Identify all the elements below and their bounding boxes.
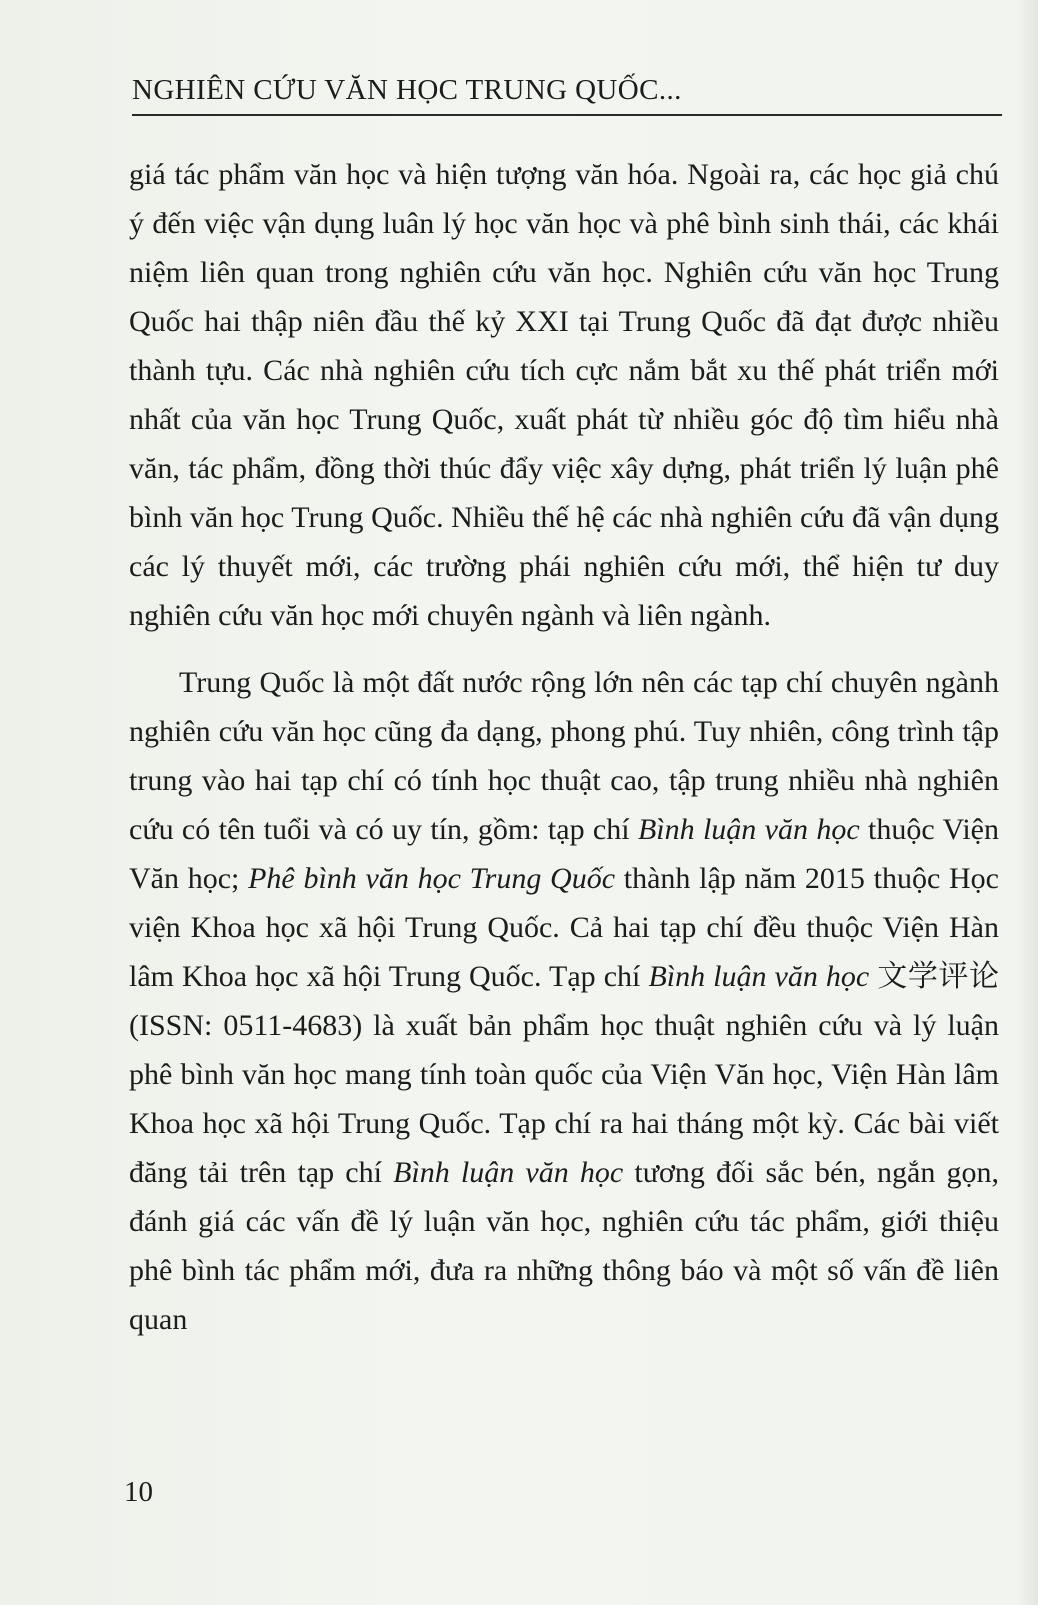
page-number: 10 bbox=[124, 1476, 153, 1508]
journal-title-phe-binh-van-hoc-trung-quoc: Phê bình văn học Trung Quốc bbox=[248, 862, 616, 895]
page-edge-shadow bbox=[1016, 0, 1038, 1605]
body-text bbox=[129, 150, 999, 1344]
paragraph-2-text: tương đối sắc bén, ngắn gọn, đánh giá các vấn đề lý luận văn học, nghiên cứu tác phẩm, giới thiệu phê bình tác phẩm mới, đưa ra những thông báo và một số vấn đề liên quan bbox=[129, 1156, 999, 1336]
journal-title-binh-luan-van-hoc: Bình luận văn học bbox=[393, 1156, 624, 1189]
paragraph-2-text: Trung Quốc là một đất nước rộng lớn nên các tạp chí chuyên ngành nghiên cứu văn học cũng đa dạng, phong phú. Tuy nhiên, công trình tập trung vào hai tạp chí có tính học thuật cao, tập trung nhiều nhà nghiên cứu có tên tuổi và có uy tín, gồm: tạp chí bbox=[129, 666, 999, 846]
paragraph-2-text: 文学评论 (ISSN: 0511-4683) là xuất bản phẩm học thuật nghiên cứu và lý luận phê bình văn học mang tính toàn quốc của Viện Văn học, Viện Hàn lâm Khoa học xã hội Trung Quốc. Tạp chí ra hai tháng một kỳ. Các bài viết đăng tải trên tạp chí bbox=[129, 960, 999, 1189]
journal-title-binh-luan-van-hoc: Bình luận văn học bbox=[637, 813, 860, 846]
journal-title-binh-luan-van-hoc: Bình luận văn học bbox=[648, 960, 870, 993]
paragraph-2-text: thành lập năm 2015 thuộc Học viện Khoa học xã hội Trung Quốc. Cả hai tạp chí đều thuộc Viện Hàn lâm Khoa học xã hội Trung Quốc. Tạp chí bbox=[129, 862, 999, 993]
running-header-title: NGHIÊN CỨU VĂN HỌC TRUNG QUỐC... bbox=[132, 70, 1002, 116]
paragraph-2 bbox=[129, 658, 999, 1344]
paragraph-1: giá tác phẩm văn học và hiện tượng văn hóa. Ngoài ra, các học giả chú ý đến việc vận dụng luân lý học văn học và phê bình sinh thái, các khái niệm liên quan trong nghiên cứu văn học. Nghiên cứu văn học Trung Quốc hai thập niên đầu thế kỷ XXI tại Trung Quốc đã đạt được nhiều thành tựu. Các nhà nghiên cứu tích cực nắm bắt xu thế phát triển mới nhất của văn học Trung Quốc, xuất phát từ nhiều góc độ tìm hiểu nhà văn, tác phẩm, đồng thời thúc đẩy việc xây dựng, phát triển lý luận phê bình văn học Trung Quốc. Nhiều thế hệ các nhà nghiên cứu đã vận dụng các lý thuyết mới, các trường phái nghiên cứu mới, thể hiện tư duy nghiên cứu văn học mới chuyên ngành và liên ngành. bbox=[129, 158, 999, 632]
paragraph-2-text: thuộc Viện Văn học; bbox=[129, 813, 999, 895]
